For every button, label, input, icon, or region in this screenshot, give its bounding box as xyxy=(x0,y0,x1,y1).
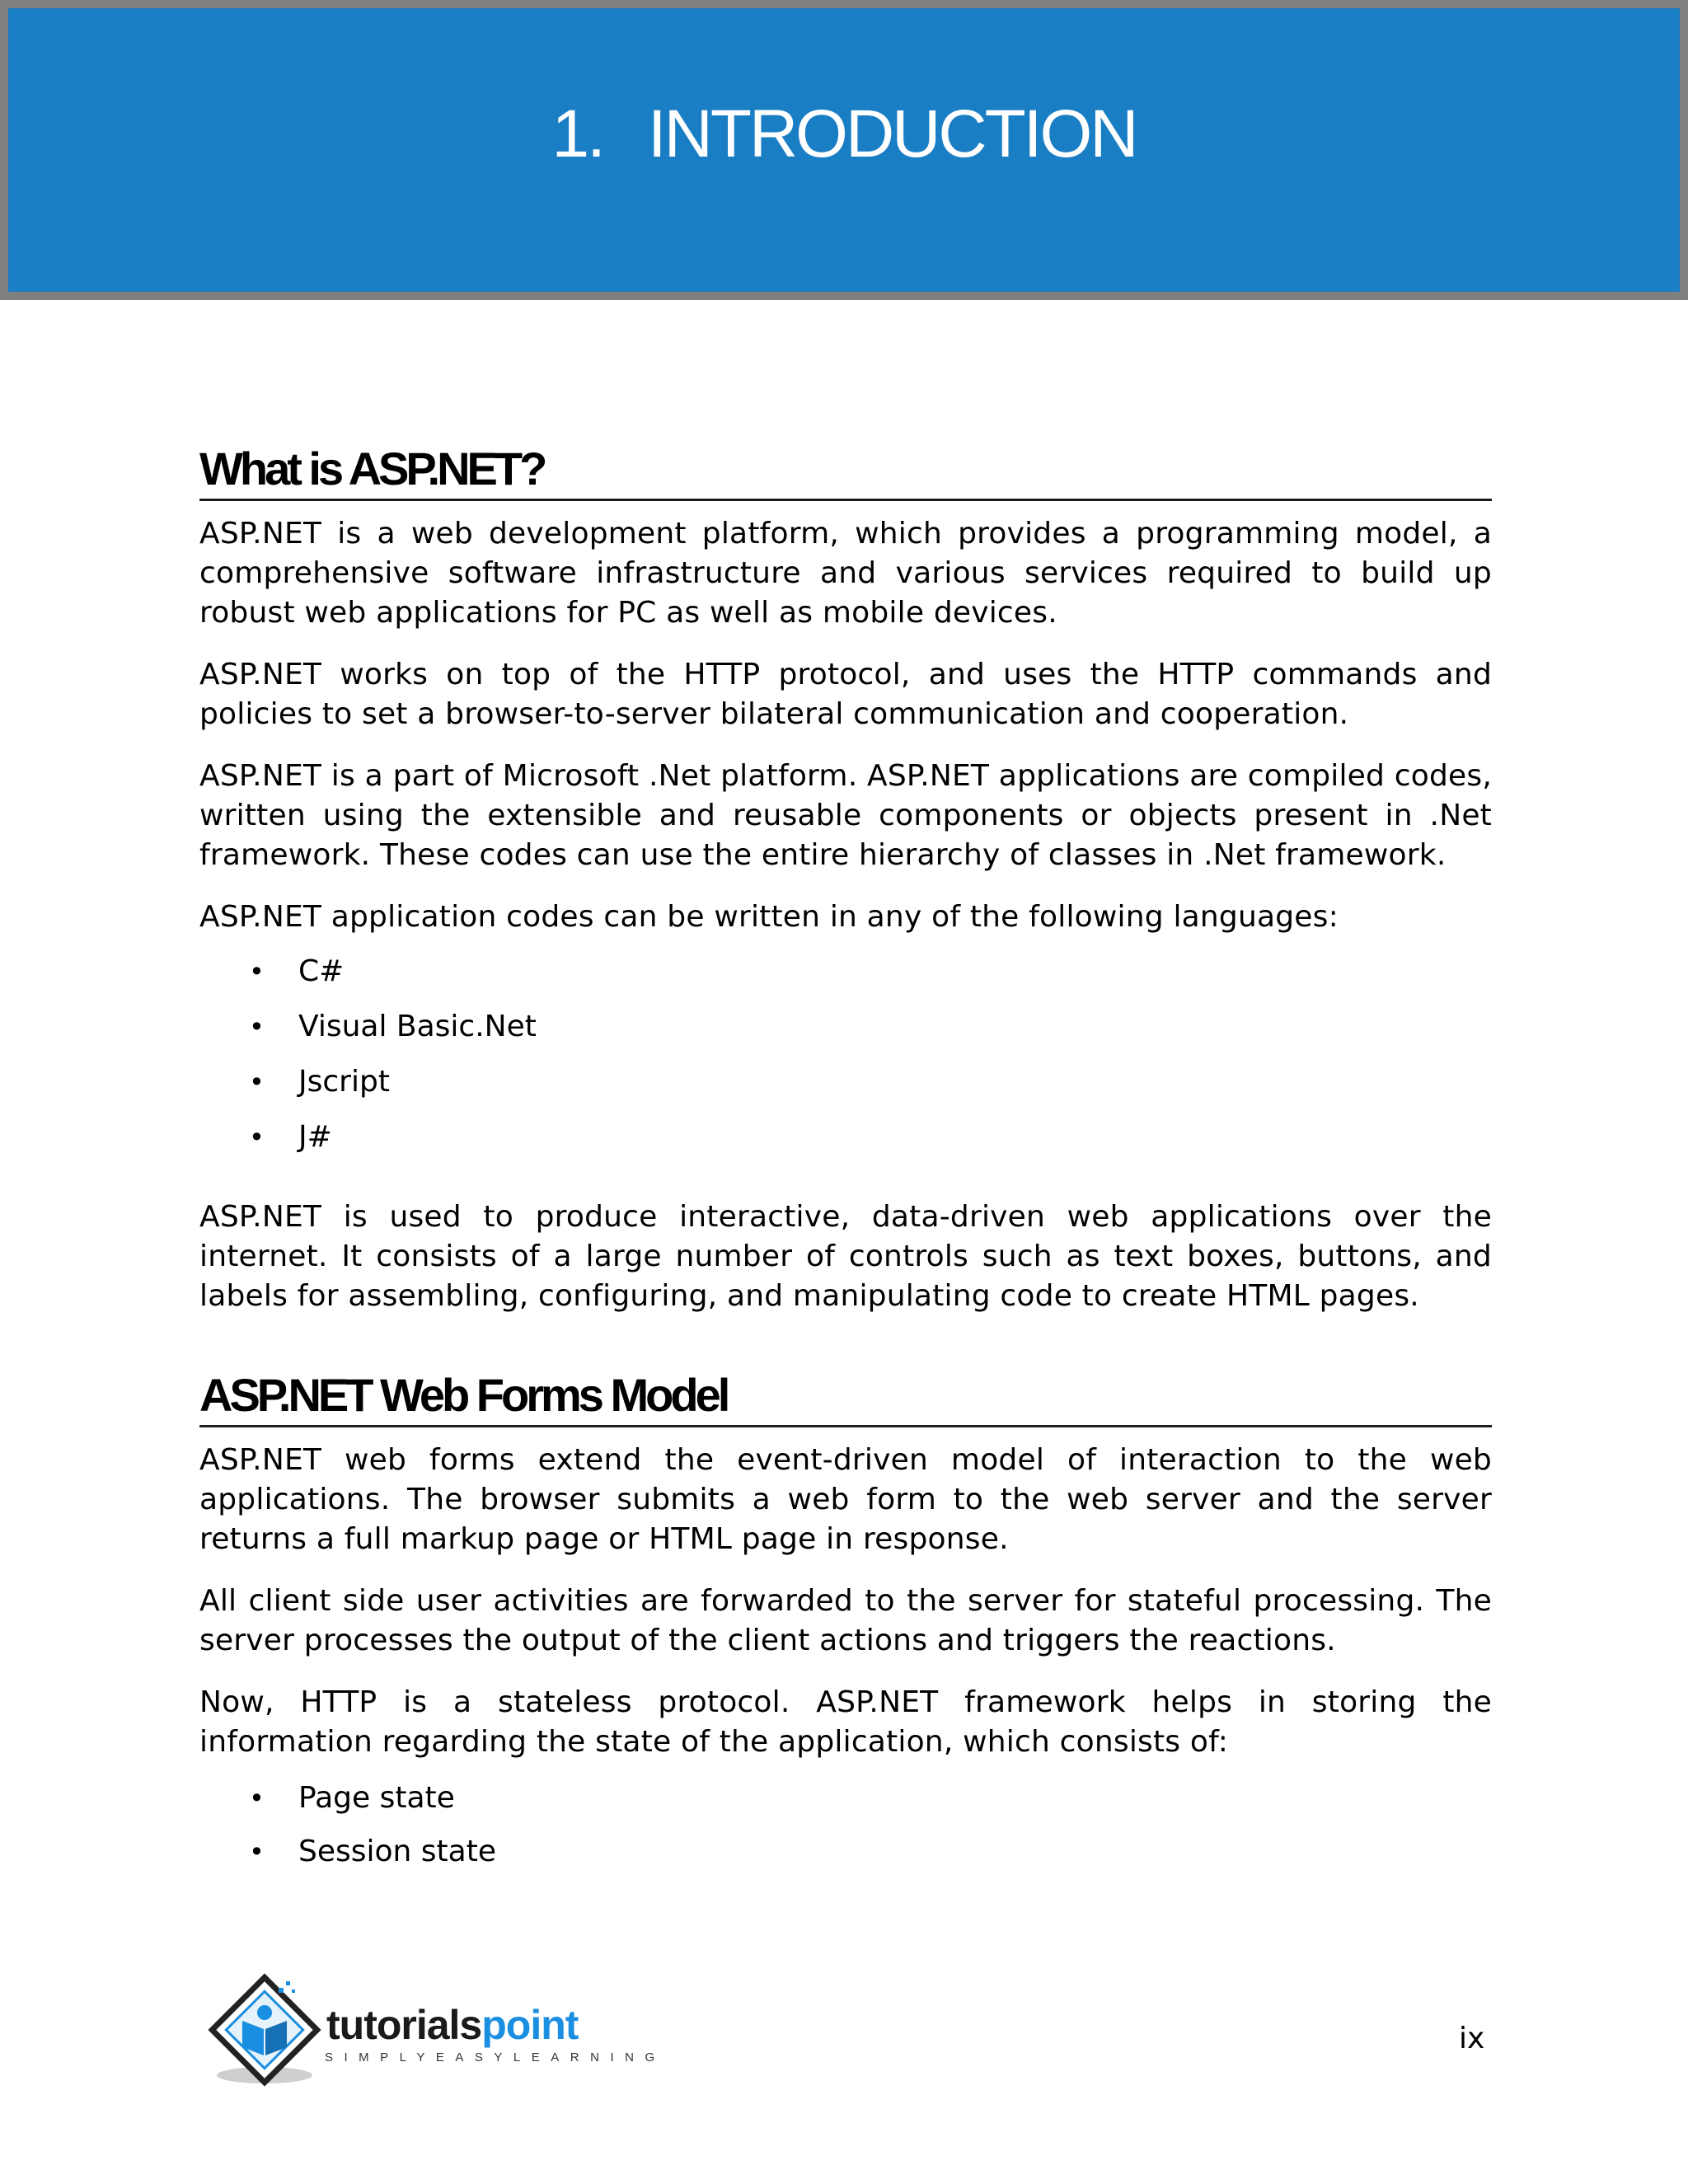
list-item: • C# xyxy=(199,952,1492,1007)
bullet-icon: • xyxy=(249,1783,265,1814)
page-content xyxy=(199,441,1492,1886)
chapter-number: 1. xyxy=(551,96,603,171)
paragraph: Now, HTTP is a stateless protocol. ASP.NET framework helps in storing the information regarding the state of the application, which consists of: xyxy=(199,1685,1492,1759)
paragraph: All client side user activities are forwarded to the server for stateful processing. The server processes the output of the client actions and triggers the reactions. xyxy=(199,1584,1492,1657)
tutorialspoint-logo xyxy=(203,1970,666,2093)
languages-list xyxy=(199,952,1492,1173)
paragraph: ASP.NET is a part of Microsoft .Net platform. ASP.NET applications are compiled codes, written using the extensible and reusable components or objects present in .Net framework. These codes can use the entire hierarchy of classes in .Net framework. xyxy=(199,759,1492,872)
page-number: ix xyxy=(1459,2022,1485,2055)
paragraph: ASP.NET is used to produce interactive, data-driven web applications over the internet. It consists of a large number of controls such as text boxes, buttons, and labels for assembling, configuring, and manipulating code to create HTML pages. xyxy=(199,1200,1492,1313)
paragraph: ASP.NET is a web development platform, which provides a programming model, a comprehensive software infrastructure and various services required to build up robust web applications for PC as well as mobile devices. xyxy=(199,517,1492,630)
state-list xyxy=(199,1779,1492,1886)
bullet-icon: • xyxy=(249,1011,265,1043)
section-heading-what-is-aspnet: What is ASP.NET? xyxy=(199,441,1492,501)
chapter-banner xyxy=(0,0,1688,300)
logo-wordmark: tutorialspoint xyxy=(326,2002,579,2048)
bullet-icon: • xyxy=(249,1066,265,1098)
list-item: • Page state xyxy=(199,1779,1492,1832)
paragraph: ASP.NET works on top of the HTTP protocol, and uses the HTTP commands and policies to set a browser-to-server bilateral communication and cooperation. xyxy=(199,658,1492,731)
section-heading-web-forms-model: ASP.NET Web Forms Model xyxy=(199,1367,1492,1427)
logo-tagline: SIMPLYEASYLEARNING xyxy=(325,2050,666,2064)
list-item: • Session state xyxy=(199,1832,1492,1886)
bullet-icon: • xyxy=(249,1122,265,1153)
paragraph: ASP.NET web forms extend the event-driven model of interaction to the web applications. The browser submits a web form to the web server and the server returns a full markup page or HTML page in response. xyxy=(199,1443,1492,1556)
chapter-title xyxy=(8,96,1680,171)
logo-book-icon xyxy=(203,1970,326,2093)
list-item: • J# xyxy=(199,1118,1492,1173)
bullet-icon: • xyxy=(249,1836,265,1868)
list-item: • Jscript xyxy=(199,1062,1492,1118)
list-item: • Visual Basic.Net xyxy=(199,1007,1492,1062)
chapter-title-text: INTRODUCTION xyxy=(647,96,1137,171)
paragraph: ASP.NET application codes can be written in any of the following languages: xyxy=(199,900,1339,934)
bullet-icon: • xyxy=(249,956,265,987)
